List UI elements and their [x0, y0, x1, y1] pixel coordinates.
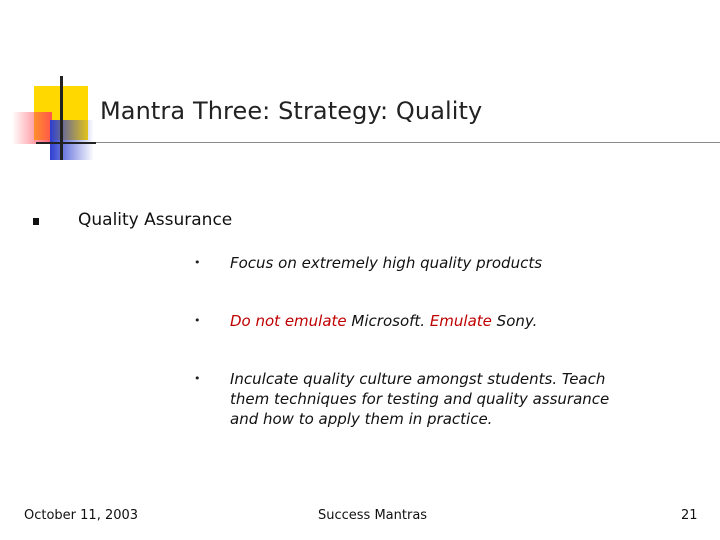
square-bullet-icon [33, 218, 39, 225]
emphasis-text: Emulate [429, 312, 492, 330]
emphasis-text: Do not emulate [230, 312, 347, 330]
page-number: 21 [681, 508, 698, 523]
company-text: Sony. [491, 312, 538, 330]
slide-title: Mantra Three: Strategy: Quality [100, 97, 483, 125]
title-divider [96, 142, 720, 143]
sub-bullet-2 [230, 311, 620, 331]
bullet-dot-icon: • [194, 256, 201, 269]
sub-bullet-1: Focus on extremely high quality products [230, 254, 543, 272]
logo-horizontal-line [36, 142, 96, 144]
sub-bullet-3: Inculcate quality culture amongst students. Teach them techniques for testing and quality assurance and how to apply them in practice. [230, 370, 610, 428]
logo-red-gradient [12, 112, 52, 144]
company-text: Microsoft. [346, 312, 430, 330]
footer-title: Success Mantras [318, 508, 428, 523]
logo-blue-gradient [50, 120, 94, 160]
footer-date: October 11, 2003 [24, 508, 139, 523]
logo-vertical-line [60, 76, 63, 160]
bullet-dot-icon: • [194, 372, 201, 385]
bullet-dot-icon: • [194, 314, 201, 327]
main-bullet-text: Quality Assurance [78, 210, 233, 230]
